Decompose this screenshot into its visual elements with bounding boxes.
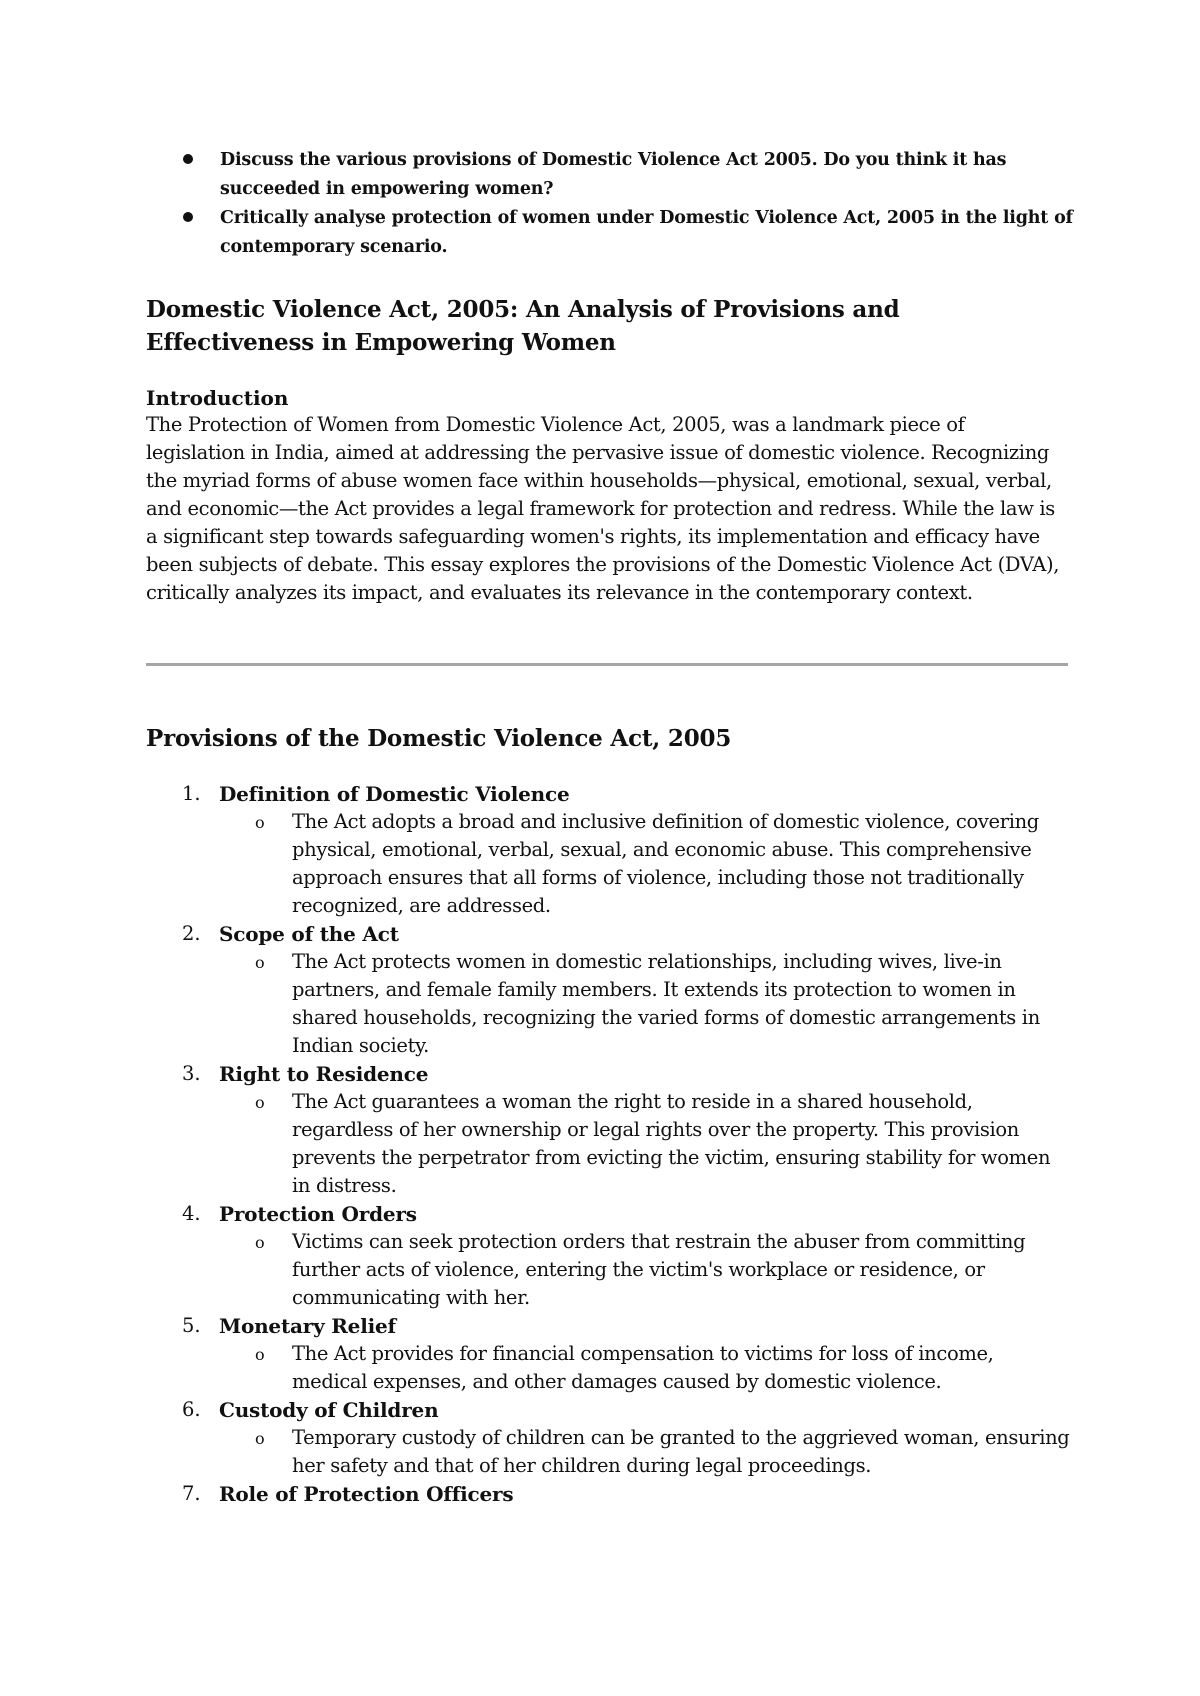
- provision-heading: Custody of Children: [219, 1398, 439, 1422]
- provision-description: [146, 808, 1072, 920]
- provision-heading: Scope of the Act: [219, 922, 399, 946]
- provision-number: 6.: [182, 1398, 201, 1421]
- question-text: Discuss the various provisions of Domestic Violence Act 2005. Do you think it has succeeded in empowering women?: [220, 150, 1007, 199]
- bullet-icon: [183, 154, 193, 164]
- provisions-heading: Provisions of the Domestic Violence Act, 2005: [146, 725, 732, 752]
- introduction-heading: Introduction: [146, 386, 289, 410]
- document-title: Domestic Violence Act, 2005: An Analysis of Provisions and Effectiveness in Empowering Women: [146, 296, 900, 356]
- provision-number: 4.: [182, 1202, 201, 1225]
- provision-heading: Monetary Relief: [219, 1314, 396, 1338]
- question-item: [176, 204, 1076, 262]
- provisions-list: [146, 780, 1076, 1508]
- sub-bullet-icon: o: [255, 1233, 265, 1252]
- provision-number: 5.: [182, 1314, 201, 1337]
- provision-description: [146, 1228, 1072, 1312]
- provision-heading: Right to Residence: [219, 1062, 429, 1086]
- question-item: [176, 146, 1076, 204]
- provision-item: [146, 920, 1076, 1060]
- sub-bullet-icon: o: [255, 813, 265, 832]
- provision-item: [146, 780, 1076, 920]
- provision-description-text: The Act protects women in domestic relationships, including wives, live-in partners, and female family members. It extends its protection to women in shared households, recognizing the varied forms of domestic arrangements in Indian society.: [292, 950, 1040, 1057]
- sub-bullet-icon: o: [255, 1093, 265, 1112]
- provision-item: [146, 1480, 1076, 1508]
- horizontal-rule: [146, 663, 1068, 666]
- provision-item: [146, 1312, 1076, 1396]
- question-list: [176, 146, 1076, 262]
- provision-number: 7.: [182, 1482, 201, 1505]
- provision-item: [146, 1060, 1076, 1200]
- sub-bullet-icon: o: [255, 1429, 265, 1448]
- sub-bullet-icon: o: [255, 1345, 265, 1364]
- provision-heading: Protection Orders: [219, 1202, 417, 1226]
- provision-description: [146, 1340, 1072, 1396]
- provision-heading: Role of Protection Officers: [219, 1482, 514, 1506]
- provision-description-text: The Act adopts a broad and inclusive definition of domestic violence, covering physical, emotional, verbal, sexual, and economic abuse. This comprehensive approach ensures that all forms of violence, including those not traditionally recognized, are addressed.: [292, 810, 1039, 917]
- provision-description-text: Temporary custody of children can be granted to the aggrieved woman, ensuring her safety and that of her children during legal proceedings.: [292, 1426, 1070, 1477]
- provision-description: [146, 1088, 1072, 1200]
- provision-description: [146, 1424, 1072, 1480]
- provision-number: 2.: [182, 922, 201, 945]
- provision-description-text: Victims can seek protection orders that restrain the abuser from committing further acts of violence, entering the victim's workplace or residence, or communicating with her.: [292, 1230, 1026, 1309]
- provision-item: [146, 1396, 1076, 1480]
- provision-heading: Definition of Domestic Violence: [219, 782, 570, 806]
- bullet-icon: [183, 212, 193, 222]
- provision-description-text: The Act guarantees a woman the right to reside in a shared household, regardless of her ownership or legal rights over the property. This provision prevents the perpetrator from evicting the victim, ensuring stability for women in distress.: [292, 1090, 1051, 1197]
- sub-bullet-icon: o: [255, 953, 265, 972]
- provision-number: 3.: [182, 1062, 201, 1085]
- provision-number: 1.: [182, 782, 201, 805]
- provision-item: [146, 1200, 1076, 1312]
- introduction-paragraph: The Protection of Women from Domestic Violence Act, 2005, was a landmark piece of legislation in India, aimed at addressing the pervasive issue of domestic violence. Recognizing the myriad forms of abuse women face within households—physical, emotional, sexual, verbal, and economic—the Act provides a legal framework for protection and redress. While the law is a significant step towards safeguarding women's rights, its implementation and efficacy have been subjects of debate. This essay explores the provisions of the Domestic Violence Act (DVA), critically analyzes its impact, and evaluates its relevance in the contemporary context.: [146, 413, 1060, 604]
- question-text: Critically analyse protection of women under Domestic Violence Act, 2005 in the light of contemporary scenario.: [220, 208, 1073, 257]
- provision-description: [146, 948, 1072, 1060]
- provision-description-text: The Act provides for financial compensation to victims for loss of income, medical expenses, and other damages caused by domestic violence.: [292, 1342, 994, 1393]
